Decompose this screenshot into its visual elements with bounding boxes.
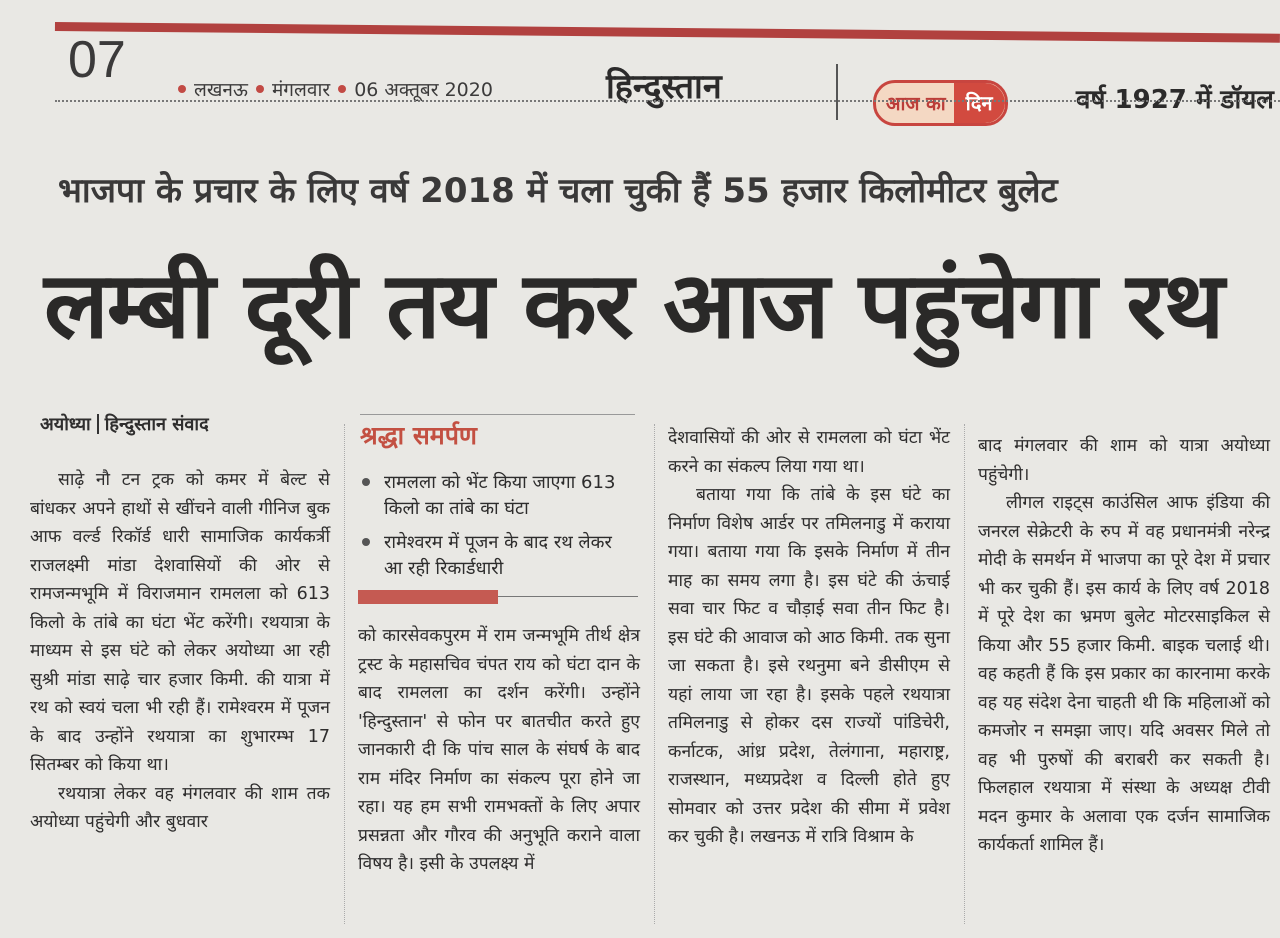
main-headline: लम्बी दूरी तय कर आज पहुंचेगा रथ xyxy=(44,252,1223,359)
dateline-day: मंगलवार xyxy=(271,79,331,101)
paragraph: लीगल राइट्स काउंसिल आफ इंडिया की जनरल सेक्रेटरी के रुप में वह प्रधानमंत्री नरेन्द्र मोदी के समर्थन में भाजपा का पूरे देश में प्रचार भी कर चुकी हैं। इस कार्य के लिए वर्ष 2018 में पूरे देश का भ्रमण बुलेट मोटरसाइकिल से किया और 55 हजार किमी. बाइक चलाई थी। वह कहती हैं कि इस प्रकार का कारनामा करके वह यह संदेश देना चाहती थी कि महिलाओं को कमजोर न समझा जाए। यदि अवसर मिले तो वह भी पुरुषों की बराबरी कर सकती है। फिलहाल रथयात्रा में संस्था के अध्यक्ष टीवी मदन कुमार के अलावा एक दर्जन सामाजिक कार्यकर्ता शामिल हैं। xyxy=(978,493,1270,855)
badge-right-text: दिन xyxy=(954,83,1005,123)
kicker-headline: भाजपा के प्रचार के लिए वर्ष 2018 में चला चुकी हैं 55 हजार किलोमीटर बुलेट xyxy=(58,171,1058,211)
box-bullet xyxy=(362,530,632,582)
bullet-dot-icon xyxy=(338,85,346,93)
paragraph: रथयात्रा लेकर वह मंगलवार की शाम तक अयोध्या पहुंचेगी और बुधवार xyxy=(30,783,330,832)
bullet-dot-icon xyxy=(362,538,370,546)
box-bottom-rule xyxy=(498,596,638,597)
column-rule xyxy=(344,424,345,924)
box-bottom-bar xyxy=(358,590,498,604)
top-red-rule xyxy=(55,22,1280,43)
article-column-1 xyxy=(30,466,330,837)
aaj-ka-din-badge xyxy=(873,80,1008,126)
column-rule xyxy=(654,424,655,924)
dateline xyxy=(176,76,493,102)
box-bullet-text: रामेश्वरम में पूजन के बाद रथ लेकर आ रही रिकार्डधारी xyxy=(384,532,612,579)
paragraph: बताया गया कि तांबे के इस घंटे का निर्माण विशेष आर्डर पर तमिलनाडु में कराया गया। बताया गया कि इसके निर्माण में तीन माह का समय लगा है। इस घंटे की ऊंचाई सवा चार फिट व चौड़ाई सवा तीन फिट है। इस घंटे की आवाज को आठ किमी. तक सुना जा सकता है। इसे रथनुमा बने डीसीएम से यहां लाया जा रहा है। इसके पहले रथयात्रा तमिलनाडु से होकर दस राज्यों पांडिचेरी, कर्नाटक, आंध्र प्रदेश, तेलंगाना, महाराष्ट्र, राजस्थान, मध्यप्रदेश व दिल्ली होते हुए सोमवार को उत्तर प्रदेश की सीमा में प्रवेश कर चुकी है। लखनऊ में रात्रि विश्राम के xyxy=(668,485,950,847)
page-number: 07 xyxy=(68,31,126,89)
header-dotted-rule xyxy=(55,100,1280,102)
header-divider xyxy=(836,64,838,120)
box-bullet-text: रामलला को भेंट किया जाएगा 613 किलो का तांबे का घंटा xyxy=(384,472,616,519)
box-top-rule xyxy=(360,414,635,415)
paragraph: को कारसेवकपुरम में राम जन्मभूमि तीर्थ क्षेत्र ट्रस्ट के महासचिव चंपत राय को घंटा दान के बाद रामलला का दर्शन करेंगी। उन्होंने 'हिन्दुस्तान' से फोन पर बातचीत करते हुए जानकारी दी कि पांच साल के संघर्ष के बाद राम मंदिर निर्माण का संकल्प पूरा होने जा रहा। यह हम सभी रामभक्तों के लिए अपार प्रसन्नता और गौरव की अनुभूति कराने वाला विषय है। इसी के उपलक्ष्य में xyxy=(358,626,640,874)
box-bullet xyxy=(362,470,632,522)
article-column-4 xyxy=(978,432,1270,860)
paragraph: साढ़े नौ टन ट्रक को कमर में बेल्ट से बांधकर अपने हाथों से खींचने वाली गीनिज बुक आफ वर्ल्ड रिकॉर्ड धारी सामाजिक कार्यकर्त्री राजलक्ष्मी मांडा देशवासियों की ओर से रामजन्मभूमि में विराजमान रामलला को 613 किलो के तांबे का घंटा भेंट करेंगी। रथयात्रा के माध्यम से इस घंटे को लेकर अयोध्या आ रही सुश्री मांडा साढ़े चार हजार किमी. की यात्रा में रथ को स्वयं चला भी रही हैं। रामेश्वरम में पूजन के बाद उन्होंने रथयात्रा का शुभारम्भ 17 सितम्बर को किया था। xyxy=(30,470,330,775)
byline xyxy=(40,412,209,436)
bullet-dot-icon xyxy=(178,85,186,93)
paragraph: देशवासियों की ओर से रामलला को घंटा भेंट करने का संकल्प लिया गया था। xyxy=(668,428,950,477)
paragraph: बाद मंगलवार की शाम को यात्रा अयोध्या पहुंचेगी। xyxy=(978,436,1270,485)
article-column-3 xyxy=(668,424,950,852)
byline-divider xyxy=(97,414,99,434)
bullet-dot-icon xyxy=(362,478,370,486)
side-teaser: वर्ष 1927 में डॉयल xyxy=(1076,85,1274,115)
column-rule xyxy=(964,424,965,924)
dateline-city: लखनऊ xyxy=(194,79,248,101)
byline-place: अयोध्या xyxy=(40,414,91,435)
box-title: श्रद्धा समर्पण xyxy=(360,421,477,450)
badge-left-text: आज का xyxy=(886,93,946,115)
article-column-2 xyxy=(358,622,640,879)
dateline-date: 06 अक्तूबर 2020 xyxy=(354,79,493,101)
byline-source: हिन्दुस्तान संवाद xyxy=(104,414,209,435)
bullet-dot-icon xyxy=(256,85,264,93)
masthead-logo: हिन्दुस्तान xyxy=(606,67,722,107)
